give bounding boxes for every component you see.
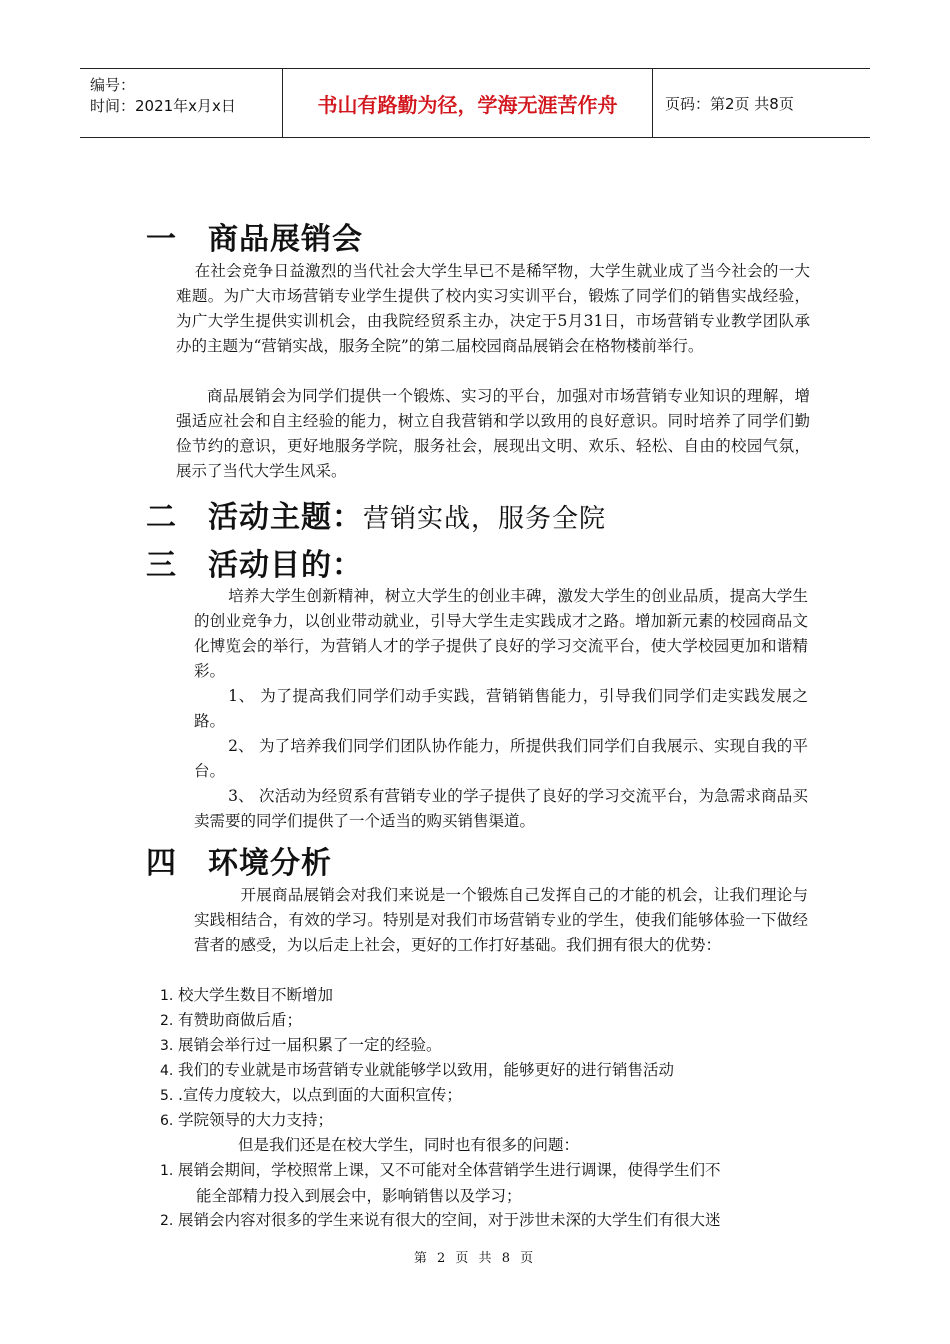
paragraph-purpose: 商品展销会为同学们提供一个锻炼、实习的平台，加强对市场营销专业知识的理解，增强适应社会和自主经验的能力，树立自我营销和学以致用的良好意识。同时培养了同学们勤俭节约的意识，更好地服务学院，服务社会，展现出文明、欢乐、轻松、自由的校园气氛，展示了当代大学生风采。 [176,387,810,480]
header-date-label: 时间：2021年x月x日 [90,97,236,115]
section-heading-2 [146,492,606,536]
section-title: 商品展销会 [208,222,363,257]
section-index: 三 [146,548,177,583]
paragraph-problems-intro: 但是我们还是在校大学生，同时也有很多的问题： [238,1136,580,1154]
list-item: 1. 展销会期间，学校照常上课，又不可能对全体营销学生进行调课，使得学生们不 能全部精力投入到展会中，影响销售以及学习； [160,1161,721,1205]
section-title: 活动主题： [208,500,363,535]
section-title: 活动目的： [208,548,363,583]
page-header [80,68,870,138]
paragraph-intro: 在社会竞争日益激烈的当代社会大学生早已不是稀罕物，大学生就业成了当今社会的一大难题。为广大市场营销专业学生提供了校内实习实训平台，锻炼了同学们的销售实战经验，为广大学生提供实训机会，由我院经贸系主办，决定于5月31日，市场营销专业教学团队承办的主题为“营销实战，服务全院”的第二届校园商品展销会在格物楼前举行。 [176,262,810,355]
list-item: 6. 学院领导的大力支持； [160,1111,334,1129]
header-id-label: 编号： [90,76,136,94]
section-heading-1 [146,214,363,258]
list-item: 1. 校大学生数目不断增加 [160,986,334,1004]
section-index: 一 [146,222,177,257]
header-meta [80,69,283,137]
goal-item-2: 2、 为了培养我们同学们团队协作能力，所提供我们同学们自我展示、实现自我的平台。 [194,737,808,780]
list-item: 5. .宣传力度较大，以点到面的大面积宣传； [160,1086,462,1104]
goal-item-3: 3、 次活动为经贸系有营销专业的学子提供了良好的学习交流平台，为急需求商品买卖需要的同学们提供了一个适当的购买销售渠道。 [194,787,808,830]
paragraph-environment: 开展商品展销会对我们来说是一个锻炼自己发挥自己的才能的机会，让我们理论与实践相结合，有效的学习。特别是对我们市场营销专业的学生，使我们能够体验一下做经营者的感受，为以后走上社会，更好的工作打好基础。我们拥有很大的优势： [194,886,808,954]
list-item: 3. 展销会举行过一届积累了一定的经验。 [160,1036,442,1054]
section-index: 四 [146,846,177,881]
paragraph-goals: 培养大学生创新精神，树立大学生的创业丰碑，激发大学生的创业品质，提高大学生的创业竞争力，以创业带动就业，引导大学生走实践成才之路。增加新元素的校园商品文化博览会的举行，为营销人才的学子提供了良好的学习交流平台，使大学校园更加和谐精彩。 [194,587,808,680]
section-index: 二 [146,500,177,535]
header-motto: 书山有路勤为径，学海无涯苦作舟 [283,69,653,137]
list-item: 4. 我们的专业就是市场营销专业就能够学以致用，能够更好的进行销售活动 [160,1061,675,1079]
section-theme: 营销实战，服务全院 [363,504,607,534]
section-heading-4 [146,838,332,882]
page-footer: 第 2 页 共 8 页 [413,1251,537,1266]
list-item: 2. 有赞助商做后盾； [160,1011,303,1029]
section-title: 环境分析 [208,846,332,881]
header-page-label: 页码：第2页 共8页 [665,94,794,113]
section-heading-3 [146,540,363,584]
list-item: 2. 展销会内容对很多的学生来说有很大的空间，对于涉世未深的大学生们有很大迷 [160,1211,721,1229]
goal-item-1: 1、 为了提高我们同学们动手实践，营销销售能力，引导我们同学们走实践发展之路。 [194,687,808,730]
